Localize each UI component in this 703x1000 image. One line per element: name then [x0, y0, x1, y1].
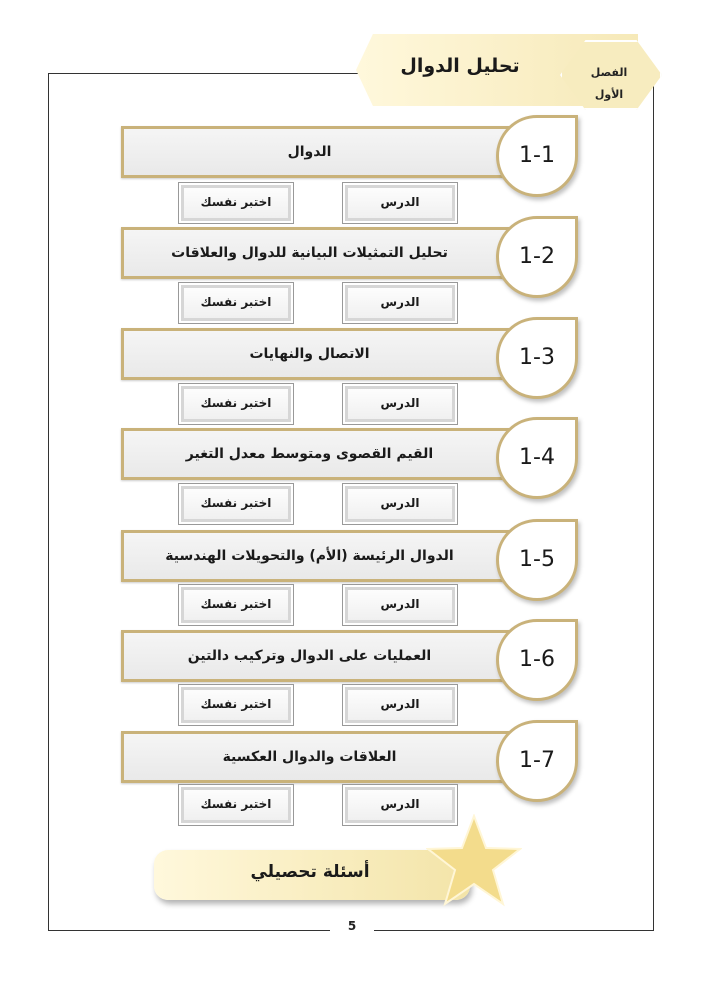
- star-icon: [426, 814, 522, 908]
- lesson-title[interactable]: الدوال: [287, 144, 332, 160]
- lesson-number: 1-1: [519, 143, 555, 168]
- lesson-number: 1-6: [519, 647, 555, 672]
- self-test-button-label[interactable]: اختبر نفسك: [200, 797, 272, 811]
- lesson-button-label[interactable]: الدرس: [380, 797, 420, 811]
- lesson-number: 1-3: [519, 345, 555, 370]
- lesson-button-label[interactable]: الدرس: [380, 195, 420, 209]
- lesson-title[interactable]: الاتصال والنهايات: [249, 346, 370, 362]
- page-number: 5: [347, 919, 357, 933]
- lesson-title[interactable]: تحليل التمثيلات البيانية للدوال والعلاقات: [171, 245, 448, 261]
- self-test-button-label[interactable]: اختبر نفسك: [200, 597, 272, 611]
- self-test-button-label[interactable]: اختبر نفسك: [200, 496, 272, 510]
- self-test-button-label[interactable]: اختبر نفسك: [200, 295, 272, 309]
- chapter-title: تحليل الدوال: [400, 55, 520, 77]
- lesson-number: 1-7: [519, 748, 555, 773]
- lesson-title[interactable]: العلاقات والدوال العكسية: [222, 749, 397, 765]
- chapter-badge-label: [574, 62, 644, 106]
- lesson-title[interactable]: القيم القصوى ومتوسط معدل التغير: [185, 446, 434, 462]
- lesson-button-label[interactable]: الدرس: [380, 496, 420, 510]
- chapter-badge-line1: الفصل: [590, 66, 628, 79]
- self-test-button-label[interactable]: اختبر نفسك: [200, 195, 272, 209]
- lesson-title[interactable]: الدوال الرئيسة (الأم) والتحويلات الهندسية: [165, 548, 454, 564]
- lesson-button-label[interactable]: الدرس: [380, 396, 420, 410]
- self-test-button-label[interactable]: اختبر نفسك: [200, 396, 272, 410]
- lesson-button-label[interactable]: الدرس: [380, 295, 420, 309]
- lesson-number: 1-2: [519, 244, 555, 269]
- lesson-button-label[interactable]: الدرس: [380, 697, 420, 711]
- lesson-number: 1-5: [519, 547, 555, 572]
- self-test-button-label[interactable]: اختبر نفسك: [200, 697, 272, 711]
- chapter-badge-line2: الأول: [594, 88, 624, 101]
- lesson-title[interactable]: العمليات على الدوال وتركيب دالتين: [187, 648, 432, 664]
- review-questions-label[interactable]: أسئلة تحصيلي: [250, 862, 370, 882]
- lesson-number: 1-4: [519, 445, 555, 470]
- lesson-button-label[interactable]: الدرس: [380, 597, 420, 611]
